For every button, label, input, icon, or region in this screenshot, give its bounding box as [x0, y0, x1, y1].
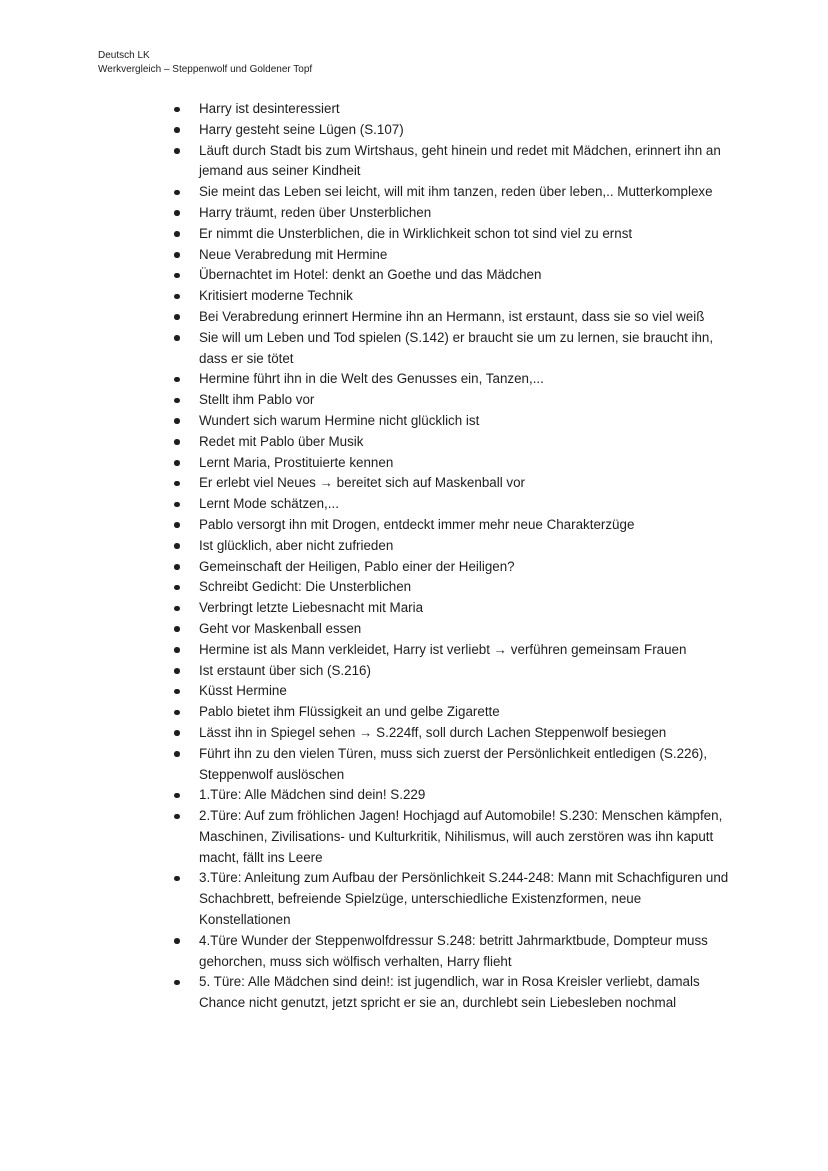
page-header [98, 49, 312, 77]
course-title: Deutsch LK [98, 50, 150, 61]
list-item: Neue Verabredung mit Hermine [172, 245, 732, 266]
list-item: Harry gesteht seine Lügen (S.107) [172, 120, 732, 141]
list-item: Er nimmt die Unsterblichen, die in Wirklichkeit schon tot sind viel zu ernst [172, 224, 732, 245]
list-item: Läuft durch Stadt bis zum Wirtshaus, geht hinein und redet mit Mädchen, erinnert ihn an jemand aus seiner Kindheit [172, 141, 732, 183]
list-item: Verbringt letzte Liebesnacht mit Maria [172, 598, 732, 619]
list-item: Schreibt Gedicht: Die Unsterblichen [172, 577, 732, 598]
document-subtitle: Werkvergleich – Steppenwolf und Goldener Topf [98, 64, 313, 75]
list-item: Lernt Maria, Prostituierte kennen [172, 453, 732, 474]
list-item: Sie will um Leben und Tod spielen (S.142) er braucht sie um zu lernen, sie braucht ihn, dass er sie tötet [172, 328, 732, 370]
list-item: 2.Türe: Auf zum fröhlichen Jagen! Hochjagd auf Automobile! S.230: Menschen kämpfen, Maschinen, Zivilisations- und Kulturkritik, Nihilismus, will auch zerstören was ihn kaputt macht, fällt ins Leere [172, 806, 732, 868]
list-item: Übernachtet im Hotel: denkt an Goethe und das Mädchen [172, 265, 732, 286]
list-item: Er erlebt viel Neues → bereitet sich auf Maskenball vor [172, 473, 732, 494]
bullet-list [172, 99, 732, 1014]
list-item: Stellt ihm Pablo vor [172, 390, 732, 411]
list-item: Harry ist desinteressiert [172, 99, 732, 120]
list-item: Ist erstaunt über sich (S.216) [172, 661, 732, 682]
list-item: 4.Türe Wunder der Steppenwolfdressur S.248: betritt Jahrmarktbude, Dompteur muss gehorchen, muss sich wölfisch verhalten, Harry flieht [172, 931, 732, 973]
list-item: Sie meint das Leben sei leicht, will mit ihm tanzen, reden über leben,.. Mutterkomplexe [172, 182, 732, 203]
list-item: Hermine ist als Mann verkleidet, Harry ist verliebt → verführen gemeinsam Frauen [172, 640, 732, 661]
list-item: Wundert sich warum Hermine nicht glücklich ist [172, 411, 732, 432]
list-item: Kritisiert moderne Technik [172, 286, 732, 307]
list-item: Pablo bietet ihm Flüssigkeit an und gelbe Zigarette [172, 702, 732, 723]
list-item: Hermine führt ihn in die Welt des Genusses ein, Tanzen,... [172, 369, 732, 390]
list-item: Pablo versorgt ihn mit Drogen, entdeckt immer mehr neue Charakterzüge [172, 515, 732, 536]
list-item: Küsst Hermine [172, 681, 732, 702]
list-item: Geht vor Maskenball essen [172, 619, 732, 640]
list-item: 5. Türe: Alle Mädchen sind dein!: ist jugendlich, war in Rosa Kreisler verliebt, damals Chance nicht genutzt, jetzt spricht er sie an, durchlebt sein Liebesleben nochmal [172, 972, 732, 1014]
list-item: Redet mit Pablo über Musik [172, 432, 732, 453]
list-item: Gemeinschaft der Heiligen, Pablo einer der Heiligen? [172, 557, 732, 578]
list-item: Lässt ihn in Spiegel sehen → S.224ff, soll durch Lachen Steppenwolf besiegen [172, 723, 732, 744]
list-item: Führt ihn zu den vielen Türen, muss sich zuerst der Persönlichkeit entledigen (S.226), Steppenwolf auslöschen [172, 744, 732, 786]
list-item: Lernt Mode schätzen,... [172, 494, 732, 515]
list-item: Harry träumt, reden über Unsterblichen [172, 203, 732, 224]
list-item: Bei Verabredung erinnert Hermine ihn an Hermann, ist erstaunt, dass sie so viel weiß [172, 307, 732, 328]
list-item: 3.Türe: Anleitung zum Aufbau der Persönlichkeit S.244-248: Mann mit Schachfiguren und Schachbrett, befreiende Spielzüge, unterschiedliche Existenzformen, neue Konstellationen [172, 868, 732, 930]
list-item: 1.Türe: Alle Mädchen sind dein! S.229 [172, 785, 732, 806]
list-item: Ist glücklich, aber nicht zufrieden [172, 536, 732, 557]
